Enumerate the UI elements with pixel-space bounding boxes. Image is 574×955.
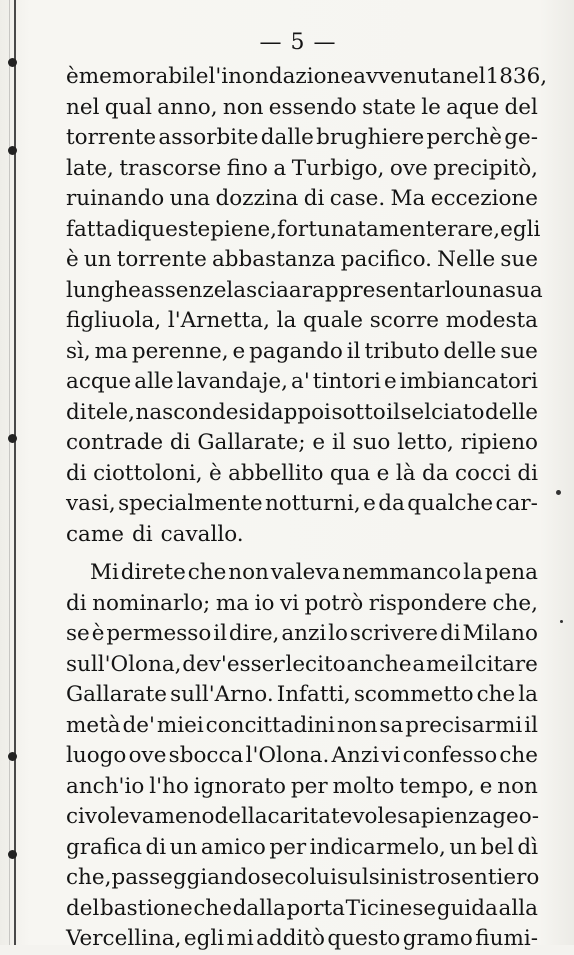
binding-hole: [8, 146, 17, 155]
text-line: came di cavallo.: [66, 521, 244, 547]
binding-hole: [8, 58, 17, 67]
text-line: grafica di un amico per indicarmelo, un bel dì: [66, 834, 538, 860]
text-line: è memorabile l'inondazione avvenuta nel 1836,: [66, 64, 548, 89]
text-line: nel qual anno, non essendo state le aque del: [66, 94, 538, 120]
text-line: di nominarlo; ma io vi potrò rispondere che,: [66, 590, 538, 616]
binding-hole: [8, 434, 17, 443]
text-line: Gallarate sull'Arno. Infatti, scommetto che la: [66, 682, 538, 707]
body-text: [66, 62, 548, 955]
text-line: figliuola, l'Arnetta, la quale scorre modesta: [66, 308, 538, 333]
text-line: lunghe assenze lascia a rappresentarlo una sua: [66, 277, 543, 303]
text-line: che, passeggiando secolui sul sinistro sentiero: [66, 865, 540, 890]
text-line: se è permesso il dire, anzi lo scrivere di Milano: [66, 621, 538, 646]
text-line: del bastione che dalla porta Ticinese guida alla: [66, 895, 538, 921]
text-line: acque alle lavandaje, a' tintori e imbiancatori: [66, 369, 538, 394]
text-line: ruinando una dozzina di case. Ma eccezione: [66, 186, 538, 211]
page-number: — 5 —: [259, 30, 337, 55]
text-line: di ciottoloni, è abbellito qua e là da cocci di: [66, 460, 538, 486]
text-line: sull'Olona, dev'esser lecito anche a me il citare: [66, 651, 538, 677]
binding-hole: [8, 850, 17, 859]
text-line: fatta di queste piene, fortunatamente rare, egli: [66, 216, 541, 242]
text-line: contrade di Gallarate; e il suo letto, ripieno: [66, 430, 538, 455]
text-line: Vercellina, egli mi additò questo gramo fiumi-: [66, 926, 538, 951]
text-line: sì, ma perenne, e pagando il tributo delle sue: [66, 338, 538, 364]
print-speck: [560, 620, 563, 623]
text-line: vasi, specialmente notturni, e da qualche car-: [66, 491, 538, 516]
print-speck: [556, 490, 561, 495]
text-line: di tele, nascondesi dappoi sotto il selciato delle: [66, 399, 538, 425]
binding-shadow: [9, 0, 10, 945]
text-line: Mi direte che non valeva nemmanco la pena: [90, 560, 538, 585]
binding-hole: [8, 752, 17, 761]
text-line: è un torrente abbastanza pacifico. Nelle sue: [66, 247, 538, 272]
text-line: ci voleva meno della caritatevole sapienza geo-: [66, 804, 539, 829]
text-line: luogo ove sbocca l'Olona. Anzi vi confesso che: [66, 743, 538, 768]
binding-edge: [14, 0, 16, 945]
text-line: late, trascorse fino a Turbigo, ove precipitò,: [66, 155, 538, 181]
text-line: torrente assorbite dalle brughiere perchè ge-: [66, 125, 538, 150]
text-line: anch'io l'ho ignorato per molto tempo, e non: [66, 773, 538, 799]
text-line: metà de' miei concittadini non sa precisarmi il: [66, 712, 538, 738]
